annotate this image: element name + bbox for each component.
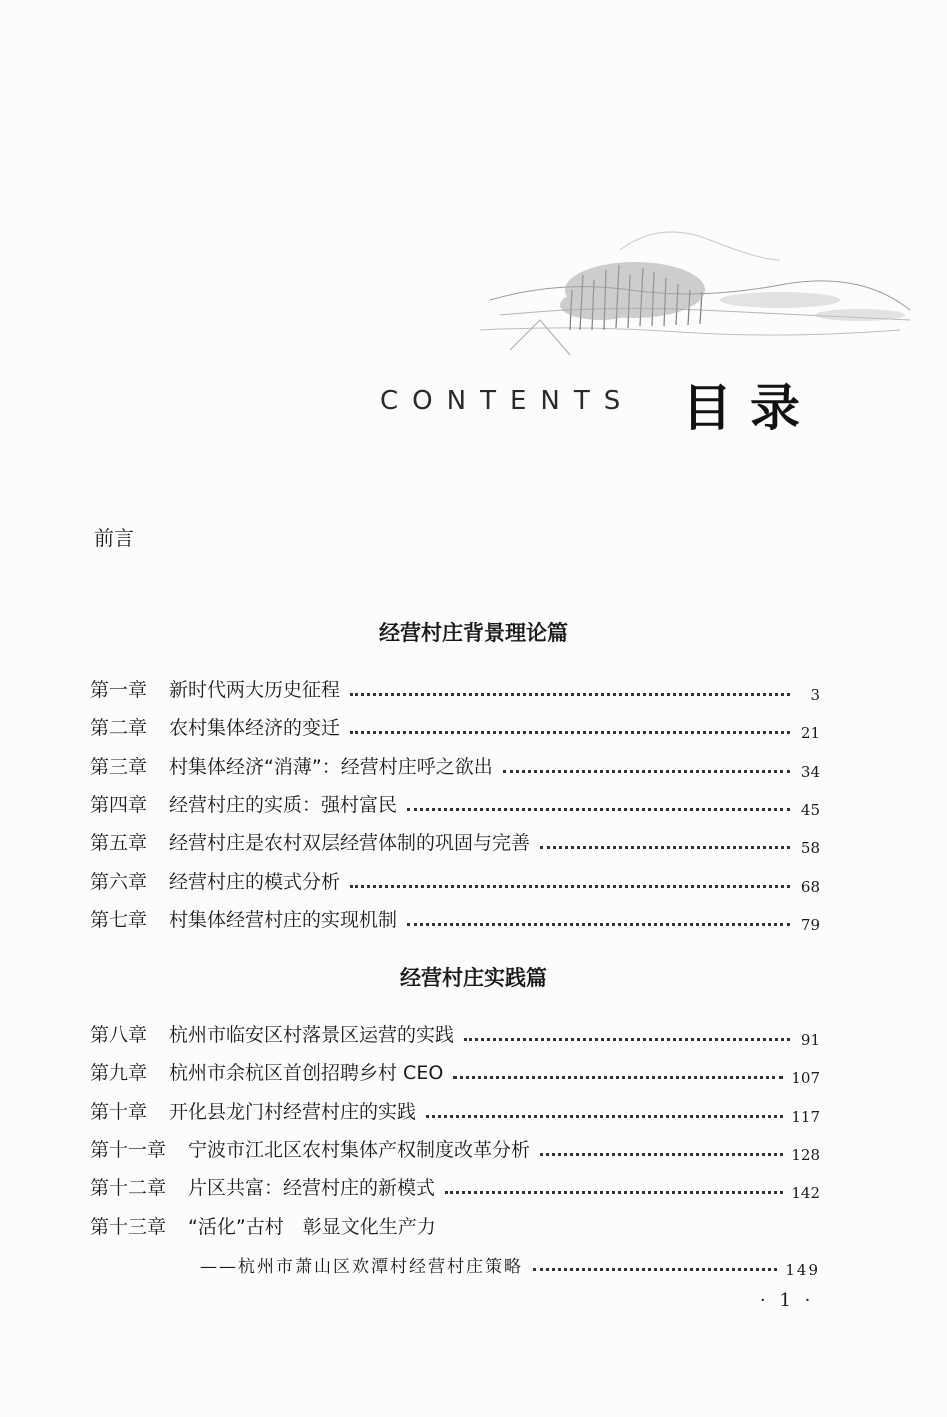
part-title-practice: 经营村庄实践篇 <box>400 966 547 990</box>
preface-entry[interactable]: 前言 <box>94 526 134 550</box>
chapter-title: 经营村庄的实质：强村富民 <box>169 794 398 816</box>
contents-heading: CONTENTS <box>380 386 635 416</box>
toc-entry[interactable] <box>90 749 820 779</box>
chapter-title: 村集体经济“消薄”：经营村庄呼之欲出 <box>169 756 493 778</box>
dot-leader <box>350 885 790 888</box>
chapter-label: 第一章 <box>90 679 148 701</box>
toc-entry[interactable] <box>90 902 820 932</box>
chapter-label: 第十章 <box>90 1101 148 1123</box>
page-number: 91 <box>800 1031 820 1049</box>
page-number: 58 <box>800 839 820 857</box>
dot-leader <box>407 808 790 811</box>
chapter-label: 第九章 <box>90 1062 148 1084</box>
page-number: 79 <box>800 916 820 934</box>
page-number: 149 <box>785 1261 820 1279</box>
chapter-label: 第十一章 <box>90 1139 167 1161</box>
dot-leader <box>540 846 790 849</box>
chapter-label: 第八章 <box>90 1024 148 1046</box>
dot-leader <box>445 1191 783 1194</box>
page-number: 34 <box>800 763 820 781</box>
toc-entry[interactable] <box>90 1055 820 1085</box>
dot-leader <box>407 923 790 926</box>
toc-entry[interactable] <box>90 1132 820 1162</box>
toc-entry[interactable] <box>90 1017 820 1047</box>
page-number: 68 <box>800 878 820 896</box>
part-title-theory: 经营村庄背景理论篇 <box>379 621 568 645</box>
chapter-label: 第四章 <box>90 794 148 816</box>
toc-header <box>0 368 835 438</box>
toc-entry[interactable] <box>90 672 820 702</box>
chapter-title: “活化”古村 彰显文化生产力 <box>188 1216 436 1238</box>
toc-entry[interactable] <box>90 710 820 740</box>
page-number: 117 <box>791 1108 820 1126</box>
chapter-title: 杭州市余杭区首创招聘乡村 CEO <box>169 1062 444 1084</box>
page-number: 45 <box>800 801 820 819</box>
dot-leader <box>453 1076 783 1079</box>
toc-entry-subtitle[interactable] <box>200 1247 820 1277</box>
chapter-label: 第十三章 <box>90 1216 167 1238</box>
chapter-title: 村集体经营村庄的实现机制 <box>169 909 398 931</box>
toc-entry[interactable] <box>90 787 820 817</box>
dot-leader <box>503 770 790 773</box>
chapter-label: 第十二章 <box>90 1177 167 1199</box>
landscape-sketch-image <box>480 180 920 370</box>
dot-leader <box>350 693 790 696</box>
chapter-title: 农村集体经济的变迁 <box>169 717 341 739</box>
page-number: 107 <box>791 1069 820 1087</box>
chapter-label: 第三章 <box>90 756 148 778</box>
chapter-title: 宁波市江北区农村集体产权制度改革分析 <box>188 1139 531 1161</box>
chapter-label: 第五章 <box>90 832 148 854</box>
toc-entry[interactable] <box>90 864 820 894</box>
chapter-title: 经营村庄的模式分析 <box>169 871 341 893</box>
toc-entry[interactable] <box>90 825 820 855</box>
chapter-title: 新时代两大历史征程 <box>169 679 341 701</box>
page-number: 142 <box>791 1184 820 1202</box>
dot-leader <box>350 731 790 734</box>
dot-leader <box>464 1038 790 1041</box>
chapter-title: 经营村庄是农村双层经营体制的巩固与完善 <box>169 832 531 854</box>
chapter-title: 开化县龙门村经营村庄的实践 <box>169 1101 417 1123</box>
chapter-label: 第七章 <box>90 909 148 931</box>
page-number: 128 <box>791 1146 820 1164</box>
chapter-title: 杭州市临安区村落景区运营的实践 <box>169 1024 455 1046</box>
page-number: 3 <box>810 686 820 704</box>
chapter-title: 片区共富：经营村庄的新模式 <box>188 1177 436 1199</box>
dot-leader <box>533 1268 777 1271</box>
chapter-subtitle: ——杭州市萧山区欢潭村经营村庄策略 <box>200 1257 523 1277</box>
dot-leader <box>540 1153 783 1156</box>
chapter-label: 第二章 <box>90 717 148 739</box>
toc-entry[interactable] <box>90 1094 820 1124</box>
toc-entry[interactable] <box>90 1170 820 1200</box>
page-number: 21 <box>800 724 820 742</box>
chapter-label: 第六章 <box>90 871 148 893</box>
dot-leader <box>426 1115 783 1118</box>
folio-page-number: · 1 · <box>760 1290 815 1311</box>
toc-title: 目录 <box>682 379 818 437</box>
toc-entry[interactable] <box>90 1209 820 1239</box>
